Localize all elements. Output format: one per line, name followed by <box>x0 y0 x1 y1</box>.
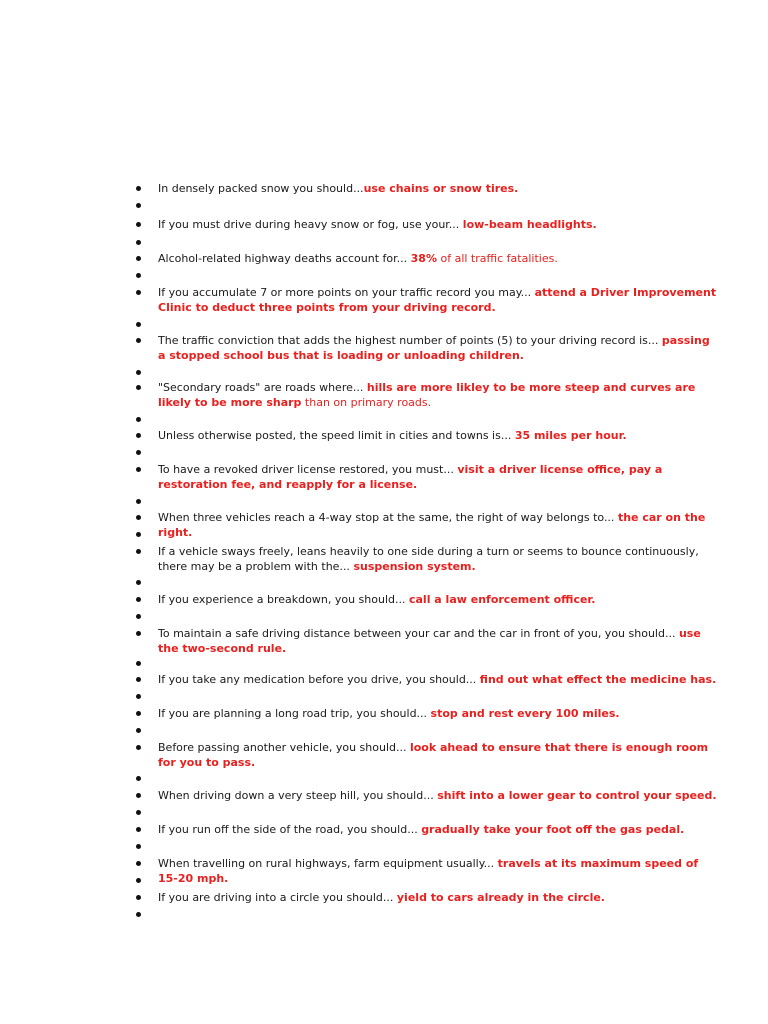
bullet-icon <box>136 614 141 619</box>
question-text: Unless otherwise posted, the speed limit in cities and towns is... <box>158 429 515 442</box>
list-item-text <box>158 856 718 886</box>
question-text: When travelling on rural highways, farm equipment usually... <box>158 857 498 870</box>
bullet-icon <box>136 844 141 849</box>
answer-text: yield to cars already in the circle. <box>396 891 605 904</box>
bullet-icon <box>136 290 141 295</box>
answer-text: use the two-second rule. <box>158 627 701 655</box>
list-item-text <box>158 181 718 196</box>
answer-text: gradually take your foot off the gas pedal. <box>421 823 685 836</box>
bullet-icon <box>136 222 141 227</box>
answer-text: hills are more likley to be more steep and curves are likely to be more sharp <box>158 381 696 409</box>
bullet-icon <box>136 631 141 636</box>
question-text: When driving down a very steep hill, you should... <box>158 789 438 802</box>
question-text: If you experience a breakdown, you should... <box>158 593 409 606</box>
answer-text: 38% <box>410 252 437 265</box>
question-text: "Secondary roads" are roads where... <box>158 381 367 394</box>
question-text: When three vehicles reach a 4-way stop at the same, the right of way belongs to... <box>158 511 618 524</box>
question-text: If a vehicle sways freely, leans heavily to one side during a turn or seems to bounce continuously, there may be a problem with the... <box>158 545 699 573</box>
question-text: Alcohol-related highway deaths account for... <box>158 252 411 265</box>
answer-tail-text: of all traffic fatalities. <box>436 252 558 265</box>
bullet-icon <box>136 793 141 798</box>
list-item-text <box>158 890 718 905</box>
list-item-text <box>158 740 718 770</box>
bullet-icon <box>136 827 141 832</box>
bullet-icon <box>136 433 141 438</box>
answer-text: look ahead to ensure that there is enough room for you to pass. <box>158 741 709 769</box>
list-item-text <box>158 788 718 803</box>
bullet-icon <box>136 661 141 666</box>
answer-text: shift into a lower gear to control your speed. <box>437 789 717 802</box>
list-item-text <box>158 333 718 363</box>
question-text: Before passing another vehicle, you should... <box>158 741 410 754</box>
bullet-icon <box>136 597 141 602</box>
bullet-icon <box>136 895 141 900</box>
bullet-icon <box>136 694 141 699</box>
answer-text: passing a stopped school bus that is loading or unloading children. <box>158 334 710 362</box>
question-text: To have a revoked driver license restored, you must... <box>158 463 458 476</box>
answer-text: travels at its maximum speed of 15-20 mph. <box>158 857 699 885</box>
bullet-icon <box>136 549 141 554</box>
question-text: In densely packed snow you should... <box>158 182 364 195</box>
list-item-text <box>158 544 718 574</box>
bullet-icon <box>136 240 141 245</box>
list-item-text <box>158 251 718 266</box>
list-item-text <box>158 822 718 837</box>
list-item-text <box>158 285 718 315</box>
bullet-icon <box>136 711 141 716</box>
bullet-icon <box>136 417 141 422</box>
bullet-icon <box>136 878 141 883</box>
answer-tail-text: than on primary roads. <box>301 396 432 409</box>
question-text: The traffic conviction that adds the highest number of points (5) to your driving record is... <box>158 334 662 347</box>
bullet-icon <box>136 273 141 278</box>
bullet-icon <box>136 580 141 585</box>
answer-text: visit a driver license office, pay a restoration fee, and reapply for a license. <box>158 463 663 491</box>
bullet-icon <box>136 338 141 343</box>
bullet-icon <box>136 370 141 375</box>
answer-text: 35 miles per hour. <box>514 429 627 442</box>
bullet-icon <box>136 728 141 733</box>
list-item-text <box>158 428 718 443</box>
question-text: If you accumulate 7 or more points on your traffic record you may... <box>158 286 535 299</box>
list-item-text <box>158 672 718 687</box>
list-item-text <box>158 217 718 232</box>
answer-text: suspension system. <box>353 560 476 573</box>
bullet-icon <box>136 450 141 455</box>
question-text: If you are driving into a circle you should... <box>158 891 397 904</box>
bullet-icon <box>136 256 141 261</box>
bullet-icon <box>136 515 141 520</box>
bullet-icon <box>136 385 141 390</box>
bullet-icon <box>136 776 141 781</box>
list-item-text <box>158 626 718 656</box>
bullet-icon <box>136 186 141 191</box>
bullet-icon <box>136 322 141 327</box>
bullet-icon <box>136 912 141 917</box>
list-item-text <box>158 462 718 492</box>
list-item-text <box>158 510 718 540</box>
answer-text: stop and rest every 100 miles. <box>430 707 620 720</box>
list-item-text <box>158 592 718 607</box>
bullet-icon <box>136 745 141 750</box>
answer-text: call a law enforcement officer. <box>408 593 596 606</box>
answer-text: use chains or snow tires. <box>363 182 519 195</box>
list-item-text <box>158 380 718 410</box>
list-item-text <box>158 706 718 721</box>
bullet-icon <box>136 499 141 504</box>
bullet-icon <box>136 677 141 682</box>
bullet-icon <box>136 467 141 472</box>
bullet-icon <box>136 203 141 208</box>
question-text: If you run off the side of the road, you should... <box>158 823 422 836</box>
bullet-icon <box>136 861 141 866</box>
question-text: If you must drive during heavy snow or fog, use your... <box>158 218 463 231</box>
bullet-icon <box>136 532 141 537</box>
answer-text: attend a Driver Improvement Clinic to deduct three points from your driving record. <box>158 286 717 314</box>
answer-text: low-beam headlights. <box>462 218 597 231</box>
bullet-icon <box>136 810 141 815</box>
answer-text: the car on the right. <box>158 511 706 539</box>
question-text: If you are planning a long road trip, you should... <box>158 707 431 720</box>
question-text: To maintain a safe driving distance between your car and the car in front of you, you should... <box>158 627 679 640</box>
answer-text: find out what effect the medicine has. <box>479 673 717 686</box>
question-text: If you take any medication before you drive, you should... <box>158 673 480 686</box>
